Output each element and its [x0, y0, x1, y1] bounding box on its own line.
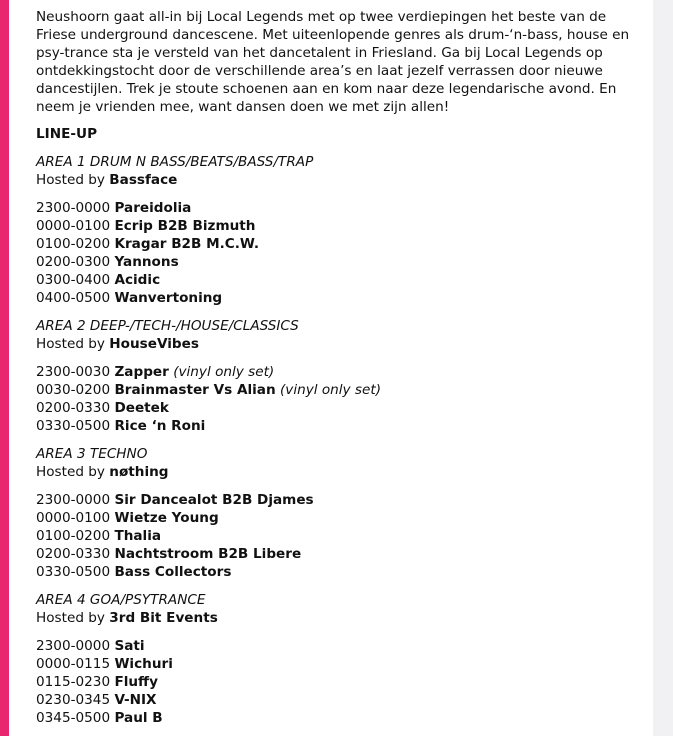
slot-artist: Deetek: [114, 400, 169, 416]
area-title: AREA 3 TECHNO: [36, 446, 148, 462]
article-body: [9, 0, 653, 736]
slot-note: (vinyl only set): [279, 382, 382, 398]
slot-time: 0330-0500: [36, 418, 111, 434]
slot-list: [36, 199, 641, 307]
host-name: HouseVibes: [109, 336, 199, 352]
slot-artist: Pareidolia: [114, 200, 192, 216]
host-name: nøthing: [109, 464, 169, 480]
lineup-area: [36, 317, 641, 435]
slot-row: [36, 381, 641, 399]
hosted-by-label: Hosted by: [36, 464, 105, 480]
slot-time: 2300-0000: [36, 200, 111, 216]
slot-time: 0030-0200: [36, 382, 111, 398]
slot-artist: Brainmaster Vs Alian: [114, 382, 276, 398]
slot-artist: Wanvertoning: [114, 290, 223, 306]
lineup-area: [36, 445, 641, 581]
slot-artist: Wietze Young: [114, 510, 219, 526]
host-name: Bassface: [109, 172, 178, 188]
slot-row: [36, 363, 641, 381]
slot-row: [36, 691, 641, 709]
host-name: 3rd Bit Events: [109, 610, 218, 626]
slot-row: [36, 491, 641, 509]
hosted-by-label: Hosted by: [36, 336, 105, 352]
hosted-by-label: Hosted by: [36, 610, 105, 626]
slot-time: 2300-0030: [36, 364, 111, 380]
slot-artist: Ecrip B2B Bizmuth: [114, 218, 256, 234]
slot-time: 2300-0000: [36, 492, 111, 508]
area-title: AREA 4 GOA/PSYTRANCE: [36, 592, 206, 608]
lineup-area: [36, 153, 641, 307]
slot-artist: Nachtstroom B2B Libere: [114, 546, 302, 562]
slot-row: [36, 199, 641, 217]
slot-artist: Fluffy: [114, 674, 158, 690]
slot-time: 0115-0230: [36, 674, 111, 690]
slot-time: 0000-0115: [36, 656, 111, 672]
slot-artist: Yannons: [114, 254, 179, 270]
slot-time: 0230-0345: [36, 692, 111, 708]
area-host-line: [36, 171, 641, 189]
slot-time: 0400-0500: [36, 290, 111, 306]
accent-bar: [0, 0, 9, 736]
slot-artist: Thalia: [114, 528, 162, 544]
slot-row: [36, 637, 641, 655]
slot-row: [36, 235, 641, 253]
slot-row: [36, 545, 641, 563]
slot-row: [36, 399, 641, 417]
slot-time: 0300-0400: [36, 272, 111, 288]
slot-row: [36, 527, 641, 545]
slot-row: [36, 709, 641, 727]
slot-note: (vinyl only set): [173, 364, 275, 380]
slot-time: 0000-0100: [36, 510, 111, 526]
slot-artist: Kragar B2B M.C.W.: [114, 236, 259, 252]
slot-time: 0330-0500: [36, 564, 111, 580]
slot-artist: Sir Dancealot B2B Djames: [114, 492, 314, 508]
slot-time: 0345-0500: [36, 710, 111, 726]
slot-row: [36, 271, 641, 289]
slot-list: [36, 491, 641, 581]
slot-time: 0000-0100: [36, 218, 111, 234]
slot-list: [36, 363, 641, 435]
lineup-area: [36, 591, 641, 727]
slot-artist: Rice ‘n Roni: [114, 418, 206, 434]
area-host-line: [36, 463, 641, 481]
slot-artist: Zapper: [114, 364, 169, 380]
slot-time: 0100-0200: [36, 528, 111, 544]
slot-artist: Acidic: [114, 272, 161, 288]
slot-row: [36, 417, 641, 435]
slot-row: [36, 563, 641, 581]
slot-list: [36, 637, 641, 727]
slot-row: [36, 217, 641, 235]
slot-row: [36, 253, 641, 271]
slot-artist: Wichuri: [114, 656, 173, 672]
slot-row: [36, 673, 641, 691]
slot-time: 0200-0300: [36, 254, 111, 270]
area-host-line: [36, 609, 641, 627]
slot-row: [36, 509, 641, 527]
slot-artist: Paul B: [114, 710, 163, 726]
area-host-line: [36, 335, 641, 353]
intro-paragraph: Neushoorn gaat all-in bij Local Legends met op twee verdiepingen het beste van de Friese underground dancescene. Met uiteenlopende genres als drum-‘n-bass, house en psy-trance sta je versteld van het dancetalent in Friesland. Ga bij Local Legends op ontdekkingstocht door de verschillende area’s en laat jezelf verrassen door nieuwe dancestijlen. Trek je stoute schoenen aan en kom naar deze legendarische avond. En neem je vrienden mee, want dansen doen we met zijn allen!: [36, 9, 630, 115]
lineup-heading: LINE-UP: [36, 126, 98, 142]
lineup-areas: [36, 153, 641, 727]
slot-artist: V-NIX: [114, 692, 157, 708]
slot-time: 0100-0200: [36, 236, 111, 252]
slot-time: 2300-0000: [36, 638, 111, 654]
slot-artist: Bass Collectors: [114, 564, 232, 580]
slot-time: 0200-0330: [36, 546, 111, 562]
slot-row: [36, 289, 641, 307]
slot-row: [36, 655, 641, 673]
hosted-by-label: Hosted by: [36, 172, 105, 188]
slot-artist: Sati: [114, 638, 145, 654]
area-title: AREA 2 DEEP-/TECH-/HOUSE/CLASSICS: [36, 318, 299, 334]
slot-time: 0200-0330: [36, 400, 111, 416]
area-title: AREA 1 DRUM N BASS/BEATS/BASS/TRAP: [36, 154, 314, 170]
